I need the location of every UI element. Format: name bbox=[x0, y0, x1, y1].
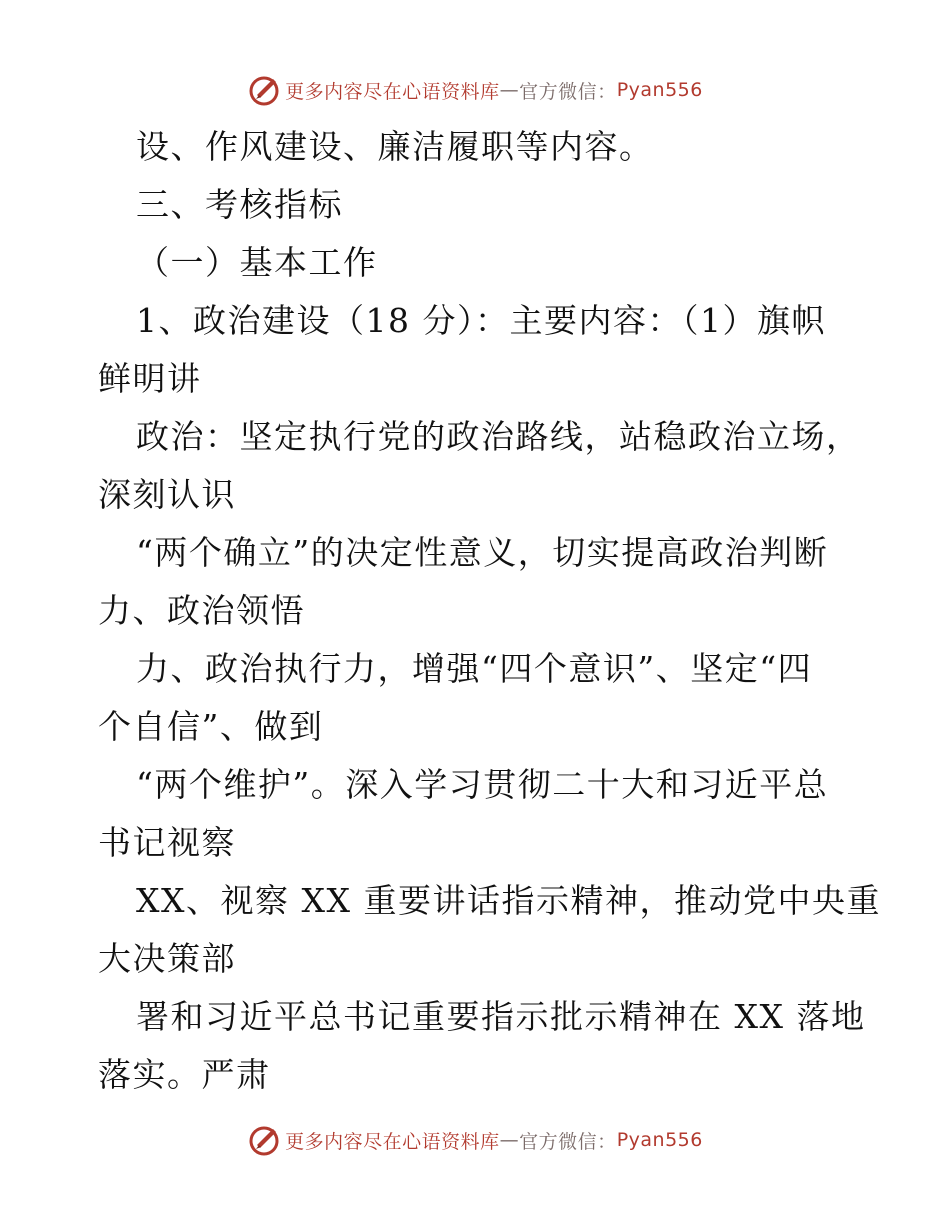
quill-logo-icon bbox=[247, 73, 281, 107]
text-line: 力、政治执行力，增强“四个意识”、坚定“四 bbox=[136, 649, 813, 688]
banner-dash: — bbox=[499, 79, 520, 101]
banner-dash: — bbox=[499, 1129, 520, 1151]
banner-main-text: 更多内容尽在心语资料库 bbox=[285, 80, 500, 103]
banner-official-label: 官方微信： bbox=[519, 80, 617, 103]
text-line: 书记视察 bbox=[98, 823, 236, 862]
section-heading: 三、考核指标 bbox=[136, 185, 343, 224]
banner-handle: Pyan556 bbox=[616, 1129, 703, 1151]
text-line: 深刻认识 bbox=[98, 475, 236, 514]
text-line: 大决策部 bbox=[98, 939, 236, 978]
subsection-heading: （一）基本工作 bbox=[136, 243, 378, 282]
text-line: 设、作风建设、廉洁履职等内容。 bbox=[136, 127, 654, 166]
header-watermark-banner bbox=[0, 70, 950, 110]
banner-main-text: 更多内容尽在心语资料库 bbox=[285, 1130, 500, 1153]
banner-official-label: 官方微信： bbox=[519, 1130, 617, 1153]
document-body bbox=[98, 118, 881, 1104]
text-line: 力、政治领悟 bbox=[98, 591, 305, 630]
text-line: 鲜明讲 bbox=[98, 359, 202, 398]
text-line: 1、政治建设（18 分）：主要内容：（1）旗帜 bbox=[136, 301, 826, 340]
text-line: 落实。严肃 bbox=[98, 1055, 271, 1094]
text-line: XX、视察 XX 重要讲话指示精神，推动党中央重 bbox=[136, 881, 881, 920]
text-line: 政治：坚定执行党的政治路线，站稳政治立场， bbox=[136, 417, 861, 456]
text-line: 个自信”、做到 bbox=[98, 707, 324, 746]
footer-watermark-banner bbox=[0, 1120, 950, 1160]
text-line: “两个维护”。深入学习贯彻二十大和习近平总 bbox=[136, 765, 829, 804]
banner-handle: Pyan556 bbox=[616, 79, 703, 101]
quill-logo-icon bbox=[247, 1123, 281, 1157]
text-line: “两个确立”的决定性意义，切实提高政治判断 bbox=[136, 533, 829, 572]
text-line: 署和习近平总书记重要指示批示精神在 XX 落地 bbox=[136, 997, 866, 1036]
